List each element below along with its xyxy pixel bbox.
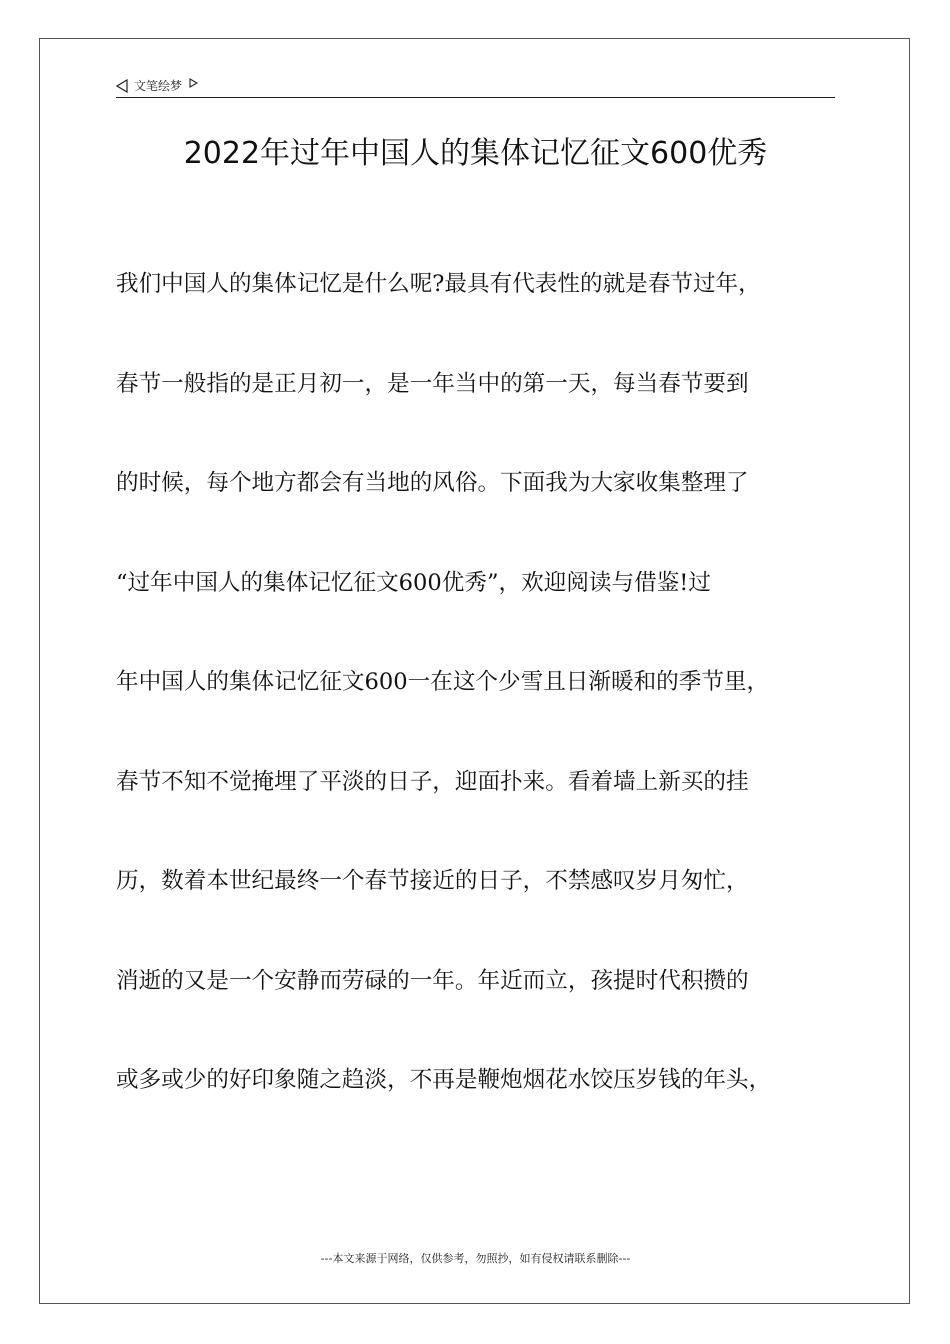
- triangle-left-icon: [116, 79, 128, 93]
- document-title: 2022年过年中国人的集体记忆征文600优秀: [183, 136, 768, 171]
- body-line: “过年中国人的集体记忆征文600优秀”，欢迎阅读与借鉴!过: [116, 569, 711, 596]
- body-line: 我们中国人的集体记忆是什么呢?最具有代表性的就是春节过年，: [116, 271, 761, 297]
- footer-notice: ---本文来源于网络，仅供参考，勿照抄，如有侵权请联系删除---: [320, 1252, 631, 1265]
- body-line: 或多或少的好印象随之趋淡，不再是鞭炮烟花水饺压岁钱的年头，: [116, 1067, 772, 1093]
- body-line: 春节一般指的是正月初一，是一年当中的第一天，每当春节要到: [116, 370, 749, 397]
- header-brand: 文笔绘梦: [134, 79, 183, 93]
- body-line: 春节不知不觉掩埋了平淡的日子，迎面扑来。看着墙上新买的挂: [116, 768, 749, 795]
- body-line: 历，数着本世纪最终一个春节接近的日子，不禁感叹岁月匆忙，: [116, 868, 749, 894]
- document-body: [116, 264, 846, 1160]
- body-line: 年中国人的集体记忆征文600一在这个少雪且日渐暖和的季节里，: [116, 669, 770, 695]
- body-line: 的时候，每个地方都会有当地的风俗。下面我为大家收集整理了: [116, 470, 749, 496]
- body-line: 消逝的又是一个安静而劳碌的一年。年近而立，孩提时代积攒的: [116, 967, 749, 994]
- triangle-right-icon: [189, 78, 198, 88]
- page-header: [116, 74, 835, 98]
